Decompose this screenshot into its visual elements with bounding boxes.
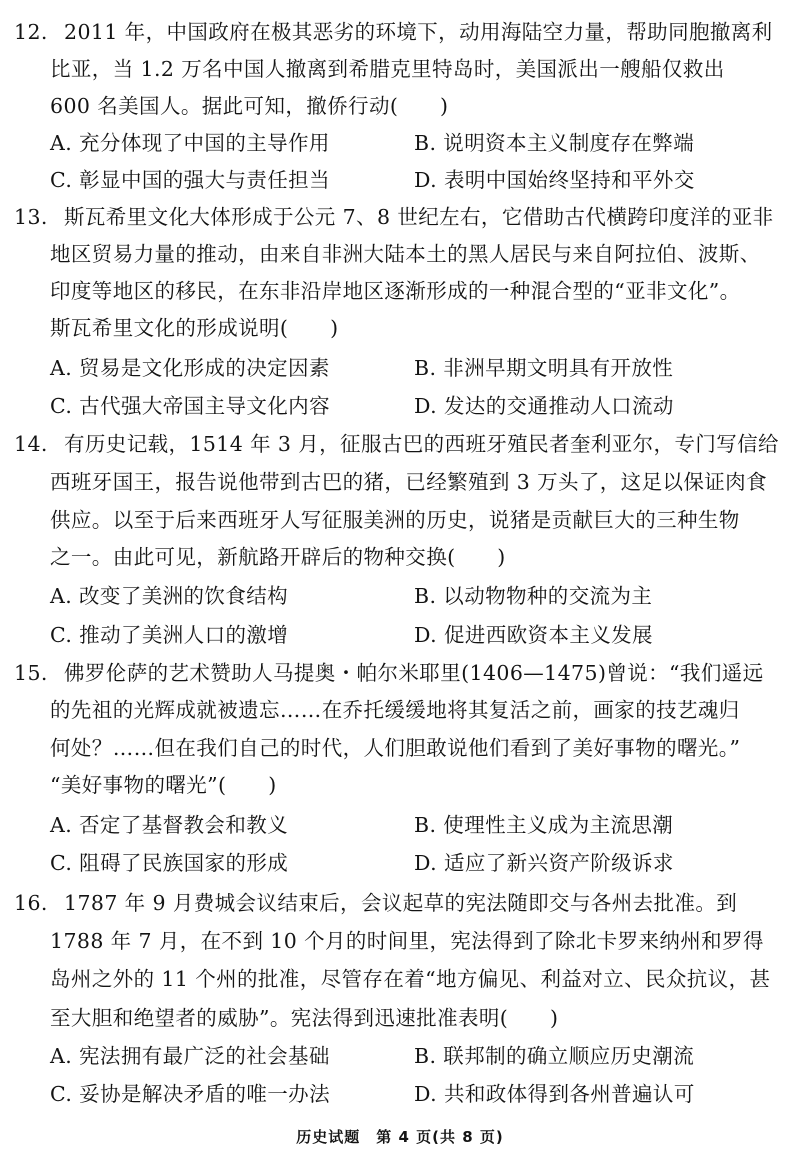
question-15-line-4: “美好事物的曙光”( ) xyxy=(50,773,277,797)
question-12-line-2: 比亚，当 1.2 万名中国人撤离到希腊克里特岛时，美国派出一艘船仅救出 xyxy=(50,57,725,81)
option-b[interactable]: B. 使理性主义成为主流思潮 xyxy=(414,813,674,837)
question-15-line-3: 何处？……但在我们自己的时代，人们胆敢说他们看到了美好事物的曙光。” xyxy=(50,736,741,760)
question-14-line-1 xyxy=(14,430,779,458)
option-a[interactable]: A. 充分体现了中国的主导作用 xyxy=(50,131,330,155)
question-12-line-1 xyxy=(14,18,773,46)
option-b[interactable]: B. 说明资本主义制度存在弊端 xyxy=(414,131,695,155)
question-number: 13. xyxy=(14,205,48,229)
question-13-line-2: 地区贸易力量的推动，由来自非洲大陆本土的黑人居民与来自阿拉伯、波斯、 xyxy=(50,242,761,266)
option-c[interactable]: C. 古代强大帝国主导文化内容 xyxy=(50,394,330,418)
option-d[interactable]: D. 共和政体得到各州普遍认可 xyxy=(414,1082,695,1106)
option-b[interactable]: B. 非洲早期文明具有开放性 xyxy=(414,356,674,380)
question-14-line-4: 之一。由此可见，新航路开辟后的物种交换( ) xyxy=(50,545,506,569)
question-15-line-1 xyxy=(14,659,764,687)
question-text: 有历史记载，1514 年 3 月，征服古巴的西班牙殖民者奎利亚尔，专门写信给 xyxy=(64,432,779,456)
question-13-line-1 xyxy=(14,203,774,231)
option-a[interactable]: A. 贸易是文化形成的决定因素 xyxy=(50,356,330,380)
question-number: 16. xyxy=(14,891,48,915)
question-16-line-2: 1788 年 7 月，在不到 10 个月的时间里，宪法得到了除北卡罗来纳州和罗得 xyxy=(50,929,764,953)
question-number: 12. xyxy=(14,20,48,44)
page-footer: 历史试题 第 4 页(共 8 页) xyxy=(296,1128,504,1146)
question-13-line-4: 斯瓦希里文化的形成说明( ) xyxy=(50,316,339,340)
option-a[interactable]: A. 宪法拥有最广泛的社会基础 xyxy=(50,1044,330,1068)
question-13-line-3: 印度等地区的移民，在东非沿岸地区逐渐形成的一种混合型的“亚非文化”。 xyxy=(50,279,741,303)
option-c[interactable]: C. 彰显中国的强大与责任担当 xyxy=(50,168,330,192)
question-12-line-3: 600 名美国人。据此可知，撤侨行动( ) xyxy=(50,94,449,118)
question-text: 1787 年 9 月费城会议结束后，会议起草的宪法随即交与各州去批准。到 xyxy=(64,891,738,915)
question-number: 14. xyxy=(14,432,48,456)
option-c[interactable]: C. 妥协是解决矛盾的唯一办法 xyxy=(50,1082,330,1106)
question-15-line-2: 的先祖的光辉成就被遗忘……在乔托缓缓地将其复活之前，画家的技艺魂归 xyxy=(50,698,740,722)
question-text: 2011 年，中国政府在极其恶劣的环境下，动用海陆空力量，帮助同胞撤离利 xyxy=(64,20,773,44)
question-14-line-3: 供应。以至于后来西班牙人写征服美洲的历史，说猪是贡献巨大的三种生物 xyxy=(50,508,740,532)
question-16-line-1 xyxy=(14,889,737,917)
question-14-line-2: 西班牙国王，报告说他带到古巴的猪，已经繁殖到 3 万头了，这足以保证肉食 xyxy=(50,470,767,494)
question-16-line-4: 至大胆和绝望者的威胁”。宪法得到迅速批准表明( ) xyxy=(50,1006,559,1030)
option-b[interactable]: B. 以动物物种的交流为主 xyxy=(414,584,653,608)
option-c[interactable]: C. 阻碍了民族国家的形成 xyxy=(50,851,289,875)
option-d[interactable]: D. 适应了新兴资产阶级诉求 xyxy=(414,851,674,875)
option-d[interactable]: D. 表明中国始终坚持和平外交 xyxy=(414,168,695,192)
option-b[interactable]: B. 联邦制的确立顺应历史潮流 xyxy=(414,1044,695,1068)
option-d[interactable]: D. 促进西欧资本主义发展 xyxy=(414,623,653,647)
question-text: 佛罗伦萨的艺术赞助人马提奥・帕尔米耶里(1406—1475)曾说：“我们遥远 xyxy=(64,661,764,685)
option-a[interactable]: A. 否定了基督教会和教义 xyxy=(50,813,289,837)
question-text: 斯瓦希里文化大体形成于公元 7、8 世纪左右，它借助古代横跨印度洋的亚非 xyxy=(64,205,774,229)
option-a[interactable]: A. 改变了美洲的饮食结构 xyxy=(50,584,289,608)
question-16-line-3: 岛州之外的 11 个州的批准，尽管存在着“地方偏见、利益对立、民众抗议，甚 xyxy=(50,967,771,991)
question-number: 15. xyxy=(14,661,48,685)
option-c[interactable]: C. 推动了美洲人口的激增 xyxy=(50,623,289,647)
option-d[interactable]: D. 发达的交通推动人口流动 xyxy=(414,394,674,418)
